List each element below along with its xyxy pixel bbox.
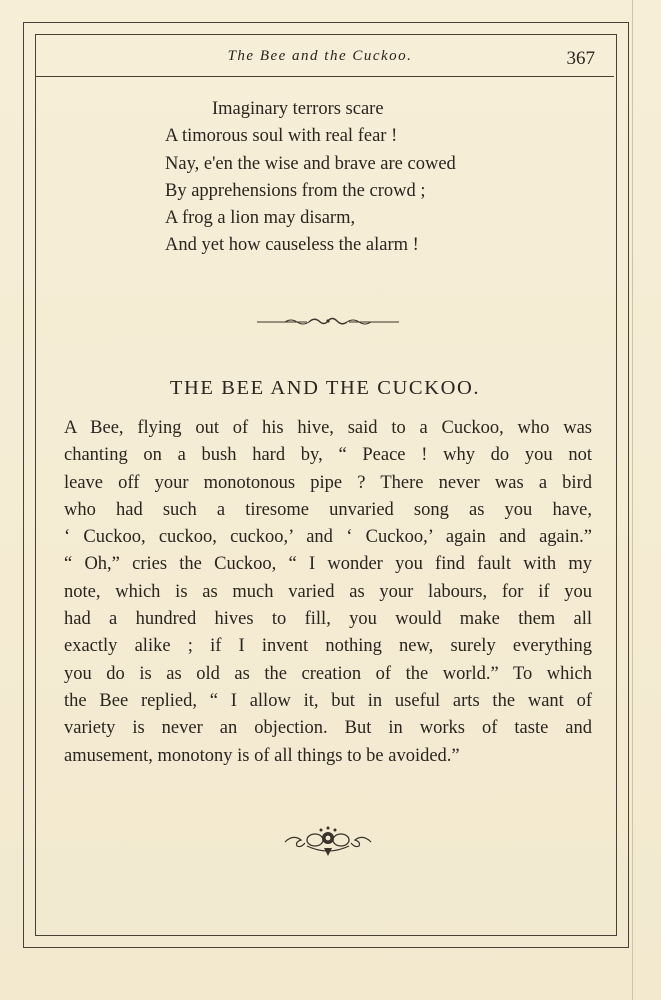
body-line: variety is never an objection. But in works of taste and — [64, 718, 592, 739]
page-edge — [632, 0, 633, 1000]
body-line: chanting on a bush hard by, “ Peace ! why do you not — [64, 445, 592, 466]
body-line: exactly alike ; if I invent nothing new, surely everything — [64, 636, 592, 657]
body-line: you do is as old as the creation of the world.” To which — [64, 663, 592, 684]
body-line: amusement, monotony is of all things to be avoided.” — [64, 745, 460, 766]
verse-line: Imaginary terrors scare — [212, 99, 384, 119]
section-divider — [255, 313, 401, 331]
body-line: leave off your monotonous pipe ? There never was a bird — [64, 472, 592, 493]
fable-title: THE BEE AND THE CUCKOO. — [169, 377, 481, 399]
verse-line: And yet how causeless the alarm ! — [165, 235, 419, 256]
body-line: A Bee, flying out of his hive, said to a Cuckoo, who was — [64, 418, 592, 438]
running-head: The Bee and the Cuckoo. — [227, 48, 413, 64]
header-rule — [36, 76, 614, 77]
body-line: “ Oh,” cries the Cuckoo, “ I wonder you find fault with my — [64, 554, 592, 575]
body-line: ‘ Cuckoo, cuckoo, cuckoo,’ and ‘ Cuckoo,’ again and again.” — [64, 527, 592, 548]
verse-stanza — [165, 96, 565, 260]
verse-line: Nay, e'en the wise and brave are cowed — [165, 153, 456, 174]
body-line: the Bee replied, “ I allow it, but in useful arts the want of — [64, 690, 592, 711]
body-line: note, which is as much varied as your labours, for if you — [64, 581, 592, 602]
verse-line: A timorous soul with real fear ! — [165, 126, 398, 147]
fable-body — [64, 415, 592, 770]
verse-line: By apprehensions from the crowd ; — [165, 180, 426, 201]
body-line: who had such a tiresome unvaried song as you have, — [64, 499, 592, 520]
page-number: 367 — [566, 48, 595, 69]
body-line: had a hundred hives to fill, you would make them all — [64, 609, 592, 630]
verse-line: A frog a lion may disarm, — [165, 208, 356, 229]
tailpiece-ornament-icon — [283, 824, 373, 862]
